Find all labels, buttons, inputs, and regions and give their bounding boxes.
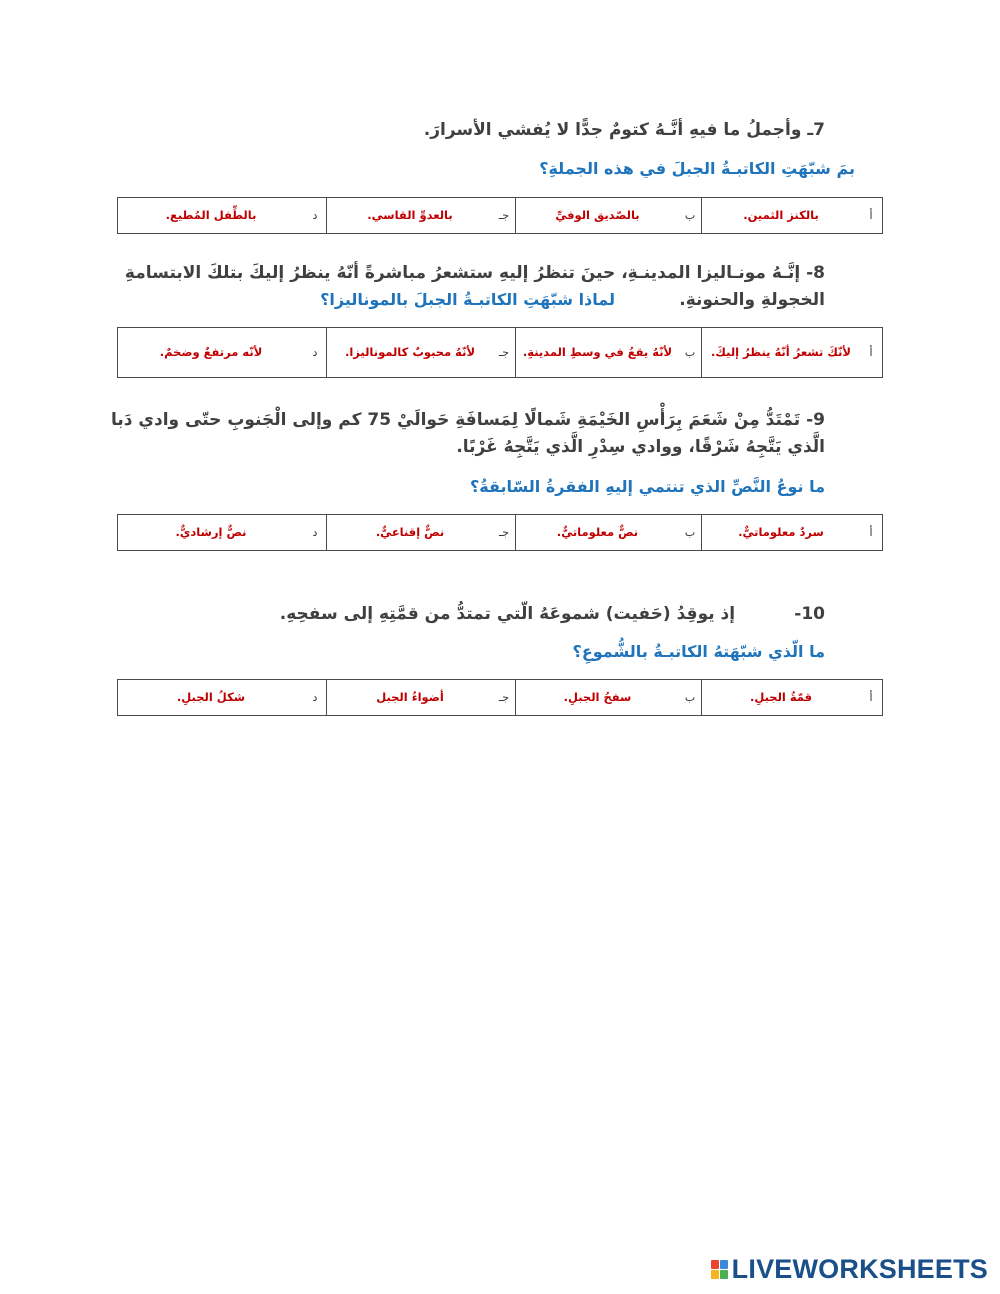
q9-option-d[interactable] — [118, 515, 326, 550]
option-letter: أ — [869, 209, 873, 222]
q8-options-table — [117, 327, 883, 378]
q8-ask: لماذا شبّهَتِ الكاتبـةُ الجبلَ بالموناليزا؟ — [320, 290, 615, 309]
q9-option-a[interactable] — [702, 515, 882, 550]
option-text: نصٌّ معلوماتيٌّ. — [556, 524, 639, 539]
q8-option-a[interactable] — [702, 328, 882, 377]
q9-ask: ما نوعُ النَّصِّ الذي تنتمي إليهِ الفقرةُ السّابقةُ؟ — [469, 477, 825, 496]
q8-option-c[interactable] — [327, 328, 515, 377]
option-text: أضواءُ الجبل — [376, 689, 444, 704]
option-text: قمّةُ الجبلِ. — [749, 689, 813, 704]
option-text: بالعدوِّ القاسي. — [367, 207, 453, 222]
option-text: نصٌّ إقناعيٌّ. — [375, 524, 445, 539]
q7-text: 7ـ وأجملُ ما فيهِ أنَّـهُ كتومٌ جدًّا لا يُفشي الأسرارَ. — [423, 120, 825, 140]
option-letter: ب — [684, 526, 696, 539]
q7-options-table — [117, 197, 883, 234]
option-letter: ب — [684, 209, 696, 222]
option-letter: جـ — [498, 346, 510, 359]
option-letter: ب — [684, 346, 696, 359]
option-text: لأنّهُ محبوبٌ كالموناليزا. — [344, 344, 476, 359]
q9-options-table — [117, 514, 883, 551]
option-letter: د — [312, 691, 318, 704]
option-letter: أ — [869, 691, 873, 704]
q7-ask: بمَ شبّهَتِ الكاتبـةُ الجبلَ في هذه الجملةِ؟ — [539, 159, 855, 178]
liveworksheets-logo[interactable] — [711, 1254, 988, 1284]
option-text: بالكنز الثمين. — [743, 207, 819, 222]
option-text: سردٌ معلوماتيٌّ. — [738, 524, 824, 539]
q7-option-a[interactable] — [702, 198, 882, 233]
q9-text-line1: 9- تَمْتَدُّ مِنْ شَعَمَ بِرَأْسِ الخَيْمَةِ شَمالًا لِمَسافَةِ حَوالَيْ 75 كم وإلى الْجَنوبِ حتّى وادي دَبا — [110, 410, 825, 430]
logo-text: LIVEWORKSHEETS — [731, 1253, 988, 1284]
q10-option-c[interactable] — [327, 680, 515, 715]
option-letter: د — [312, 346, 318, 359]
q8-option-d[interactable] — [118, 328, 326, 377]
q9-option-c[interactable] — [327, 515, 515, 550]
option-letter: د — [312, 209, 318, 222]
option-text: بالصّديق الوفيِّ — [555, 207, 640, 222]
option-text: نصٌّ إرشاديٌّ. — [175, 524, 247, 539]
q10-options-table — [117, 679, 883, 716]
option-text: لأنّه مرتفعٌ وضخمٌ. — [159, 344, 263, 359]
option-text: لأنّهُ يقعُ في وسطِ المدينةِ. — [522, 344, 673, 359]
option-text: سفحُ الجبلِ. — [563, 689, 632, 704]
q8-text-line2: الخجولةِ والحنونةِ. — [679, 290, 825, 310]
q7-option-d[interactable] — [118, 198, 326, 233]
option-letter: أ — [869, 346, 873, 359]
option-letter: د — [312, 526, 318, 539]
option-letter: أ — [869, 526, 873, 539]
q10-option-d[interactable] — [118, 680, 326, 715]
option-text: بالطِّفل المُطيع. — [165, 207, 257, 222]
option-letter: جـ — [498, 209, 510, 222]
q10-option-b[interactable] — [516, 680, 701, 715]
q8-text-line1: 8- إنَّـهُ مونـاليزا المدينـةِ، حينَ تنظرُ إليهِ ستشعرُ مباشرةً أنّهُ ينظرُ إليكَ بتلكَ الابتسامةِ — [124, 263, 825, 283]
option-letter: جـ — [498, 691, 510, 704]
option-letter: ب — [684, 691, 696, 704]
q7-option-b[interactable] — [516, 198, 701, 233]
option-letter: جـ — [498, 526, 510, 539]
option-text: لأنّكَ تشعرُ أنّهُ ينظرُ إليكَ. — [711, 344, 851, 359]
q10-text: 10- إذ يوقِدُ (حَفيت) شموعَهُ الّتي تمتدُّ من قمَّتِهِ إلى سفحِهِ. — [279, 604, 825, 624]
q10-option-a[interactable] — [702, 680, 882, 715]
q9-text-line2: الَّذي يَتَّجِهُ شَرْقًا، ووادي سِدْرِ الَّذي يَتَّجِهُ غَرْبًا. — [456, 437, 825, 457]
logo-mark-icon — [711, 1260, 728, 1279]
q9-option-b[interactable] — [516, 515, 701, 550]
q7-option-c[interactable] — [327, 198, 515, 233]
q8-option-b[interactable] — [516, 328, 701, 377]
q10-ask: ما الّذي شبّهَتهُ الكاتبـةُ بالشُّموعِ؟ — [572, 642, 825, 661]
option-text: شكلُ الجبلِ. — [176, 689, 246, 704]
